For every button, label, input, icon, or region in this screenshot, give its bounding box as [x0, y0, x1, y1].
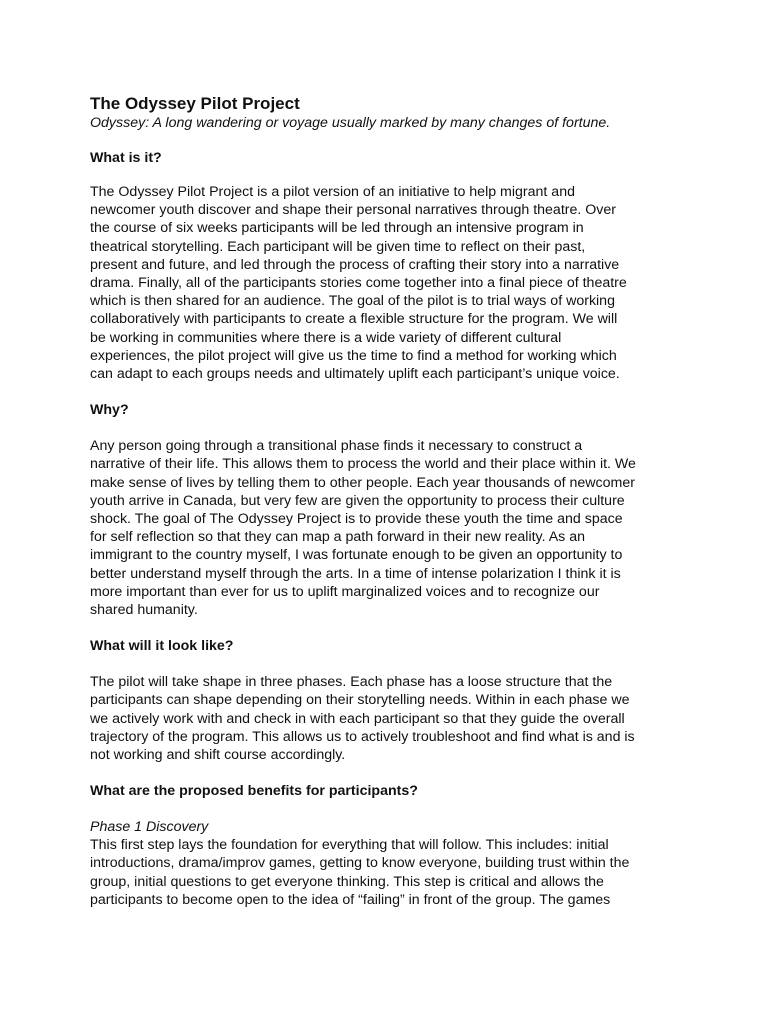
text-line: immigrant to the country myself, I was fortunate enough to be given an opportunity to	[90, 547, 623, 564]
text-line: youth arrive in Canada, but very few are given the opportunity to process their culture	[90, 492, 625, 509]
paragraph-why	[90, 437, 690, 619]
section-heading-benefits: What are the proposed benefits for participants?	[90, 783, 418, 800]
paragraph-what-is-it	[90, 183, 690, 383]
text-line: group, initial questions to get everyone thinking. This step is critical and allows the	[90, 873, 604, 890]
text-line: make sense of lives by telling them to other people. Each year thousands of newcomer	[90, 474, 635, 491]
text-line: The Odyssey Pilot Project is a pilot version of an initiative to help migrant and	[90, 184, 575, 200]
text-line: theatrical storytelling. Each participant will be given time to reflect on their past,	[90, 238, 586, 255]
text-line: collaboratively with participants to create a flexible structure for the program. We will	[90, 311, 618, 328]
text-line: can adapt to each groups needs and ultimately uplift each participant’s unique voice.	[90, 366, 620, 383]
section-heading-why: Why?	[90, 402, 129, 419]
paragraph-what-will-it-look-like	[90, 673, 690, 764]
text-line: not working and shift course accordingly.	[90, 747, 346, 764]
text-line: narrative of their life. This allows them to process the world and their place within it. We	[90, 456, 636, 473]
text-line: shock. The goal of The Odyssey Project is to provide these youth the time and space	[90, 511, 623, 528]
section-heading-what-will-it-look-like: What will it look like?	[90, 638, 234, 655]
text-line: the course of six weeks participants will be led through an intensive program in	[90, 220, 584, 237]
text-line: Any person going through a transitional phase finds it necessary to construct a	[90, 438, 583, 455]
text-line: which is then shared for an audience. The goal of the pilot is to trial ways of working	[90, 293, 615, 310]
document-title: The Odyssey Pilot Project	[90, 94, 300, 113]
text-line: participants can shape depending on their storytelling needs. Within in each phase we	[90, 692, 630, 709]
text-line: participants to become open to the idea of “failing” in front of the group. The games	[90, 891, 611, 908]
text-line: present and future, and led through the process of crafting their story into a narrative	[90, 256, 620, 273]
text-line: The pilot will take shape in three phases. Each phase has a loose structure that the	[90, 674, 613, 691]
text-line: more important than ever for us to uplift marginalized voices and to recognize our	[90, 583, 600, 600]
text-line: better understand myself through the arts. In a time of intense polarization I think it is	[90, 565, 621, 582]
text-line: trajectory of the program. This allows us to actively troubleshoot and find what is and is	[90, 728, 635, 745]
text-line: newcomer youth discover and shape their personal narratives through theatre. Over	[90, 202, 617, 219]
phase-1-title: Phase 1 Discovery	[90, 819, 209, 836]
text-line: for self reflection so that they can map a path forward in their new reality. As an	[90, 529, 585, 546]
text-line: introductions, drama/improv games, getting to know everyone, building trust within the	[90, 855, 630, 872]
text-line: shared humanity.	[90, 602, 198, 619]
text-line: experiences, the pilot project will give us the time to find a method for working which	[90, 347, 617, 364]
document-page	[90, 94, 690, 909]
document-subtitle: Odyssey: A long wandering or voyage usually marked by many changes of fortune.	[90, 115, 611, 131]
section-heading-what-is-it: What is it?	[90, 150, 162, 166]
text-line: we actively work with and check in with each participant so that they guide the overall	[90, 710, 625, 727]
text-line: drama. Finally, all of the participants stories come together into a final piece of theatre	[90, 275, 627, 292]
text-line: This first step lays the foundation for everything that will follow. This includes: initial	[90, 837, 609, 854]
paragraph-phase-1	[90, 836, 690, 909]
text-line: be working in communities where there is a wide variety of different cultural	[90, 329, 562, 346]
